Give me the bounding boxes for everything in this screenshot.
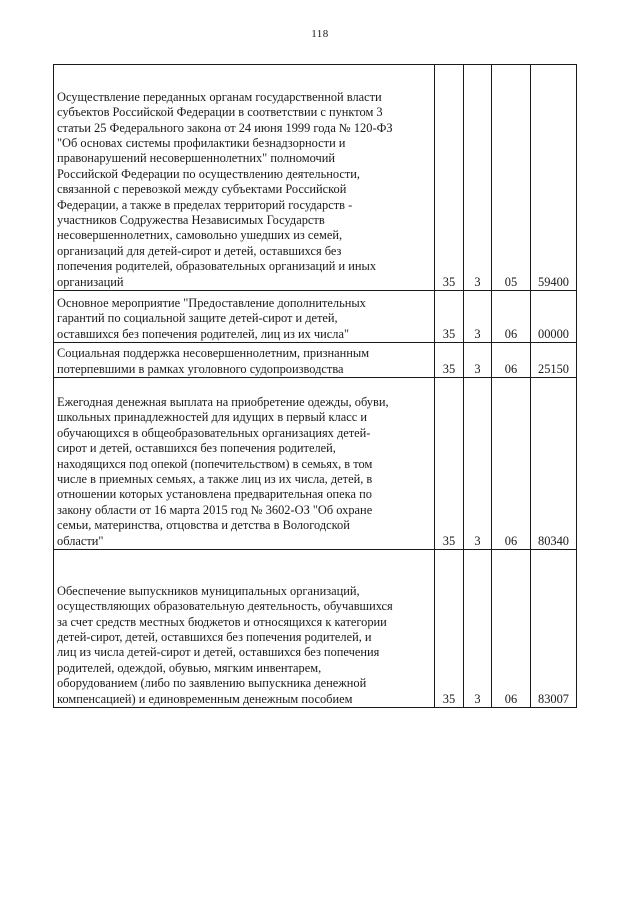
table-row [54, 550, 577, 708]
row-name: Осуществление переданных органам государственной власти субъектов Российской Федерации в соответствии с пунктом 3 статьи 25 Федерального закона от 24 июня 1999 года № 120-ФЗ "Об основах системы профилактики безнадзорности и правонарушений несовершеннолетних" полномочий Российской Федерации по осуществлению деятельности, связанной с перевозкой между субъектами Российской Федерации, а также в пределах территорий государств - участников Содружества Независимых Государств несовершеннолетних, самовольно ушедших из семей, организаций для детей-сирот и детей, оставшихся без попечения родителей, образовательных организаций и иных организаций [54, 65, 435, 291]
table-row [54, 343, 577, 378]
table-row [54, 65, 577, 291]
program-code: 35 [435, 550, 464, 708]
subprogram-code: 3 [464, 291, 492, 343]
direction-code: 00000 [531, 291, 577, 343]
subprogram-code: 3 [464, 343, 492, 378]
program-code: 35 [435, 65, 464, 291]
activity-code: 06 [492, 291, 531, 343]
row-name: Основное мероприятие "Предоставление дополнительных гарантий по социальной защите детей-сирот и детей, оставшихся без попечения родителей, лиц из их числа" [54, 291, 435, 343]
activity-code: 06 [492, 550, 531, 708]
activity-code: 06 [492, 343, 531, 378]
activity-code: 06 [492, 378, 531, 550]
row-name: Социальная поддержка несовершеннолетним, признанным потерпевшими в рамках уголовного судопроизводства [54, 343, 435, 378]
table-row [54, 378, 577, 550]
activity-code: 05 [492, 65, 531, 291]
direction-code: 25150 [531, 343, 577, 378]
row-name: Обеспечение выпускников муниципальных организаций, осуществляющих образовательную деятельность, обучавшихся за счет средств местных бюджетов и относящихся к категории детей-сирот, детей, оставшихся без попечения родителей, и лиц из числа детей-сирот и детей, оставшихся без попечения родителей, одеждой, обувью, мягким инвентарем, оборудованием (либо по заявлению выпускника денежной компенсацией) и единовременным денежным пособием [54, 550, 435, 708]
table-row [54, 291, 577, 343]
subprogram-code: 3 [464, 550, 492, 708]
program-code: 35 [435, 343, 464, 378]
program-code: 35 [435, 378, 464, 550]
direction-code: 80340 [531, 378, 577, 550]
budget-table [53, 64, 577, 708]
subprogram-code: 3 [464, 378, 492, 550]
page-number: 118 [311, 28, 329, 40]
subprogram-code: 3 [464, 65, 492, 291]
direction-code: 83007 [531, 550, 577, 708]
direction-code: 59400 [531, 65, 577, 291]
program-code: 35 [435, 291, 464, 343]
row-name: Ежегодная денежная выплата на приобретение одежды, обуви, школьных принадлежностей для идущих в первый класс и обучающихся в общеобразовательных организациях детей- сирот и детей, оставшихся без попечения родителей, находящихся под опекой (попечительством) в семьях, в том числе в приемных семьях, а также лиц из их числа, детей, в отношении которых установлена предварительная опека по закону области от 16 марта 2015 год № 3602-ОЗ "Об охране семьи, материнства, отцовства и детства в Вологодской области" [54, 378, 435, 550]
